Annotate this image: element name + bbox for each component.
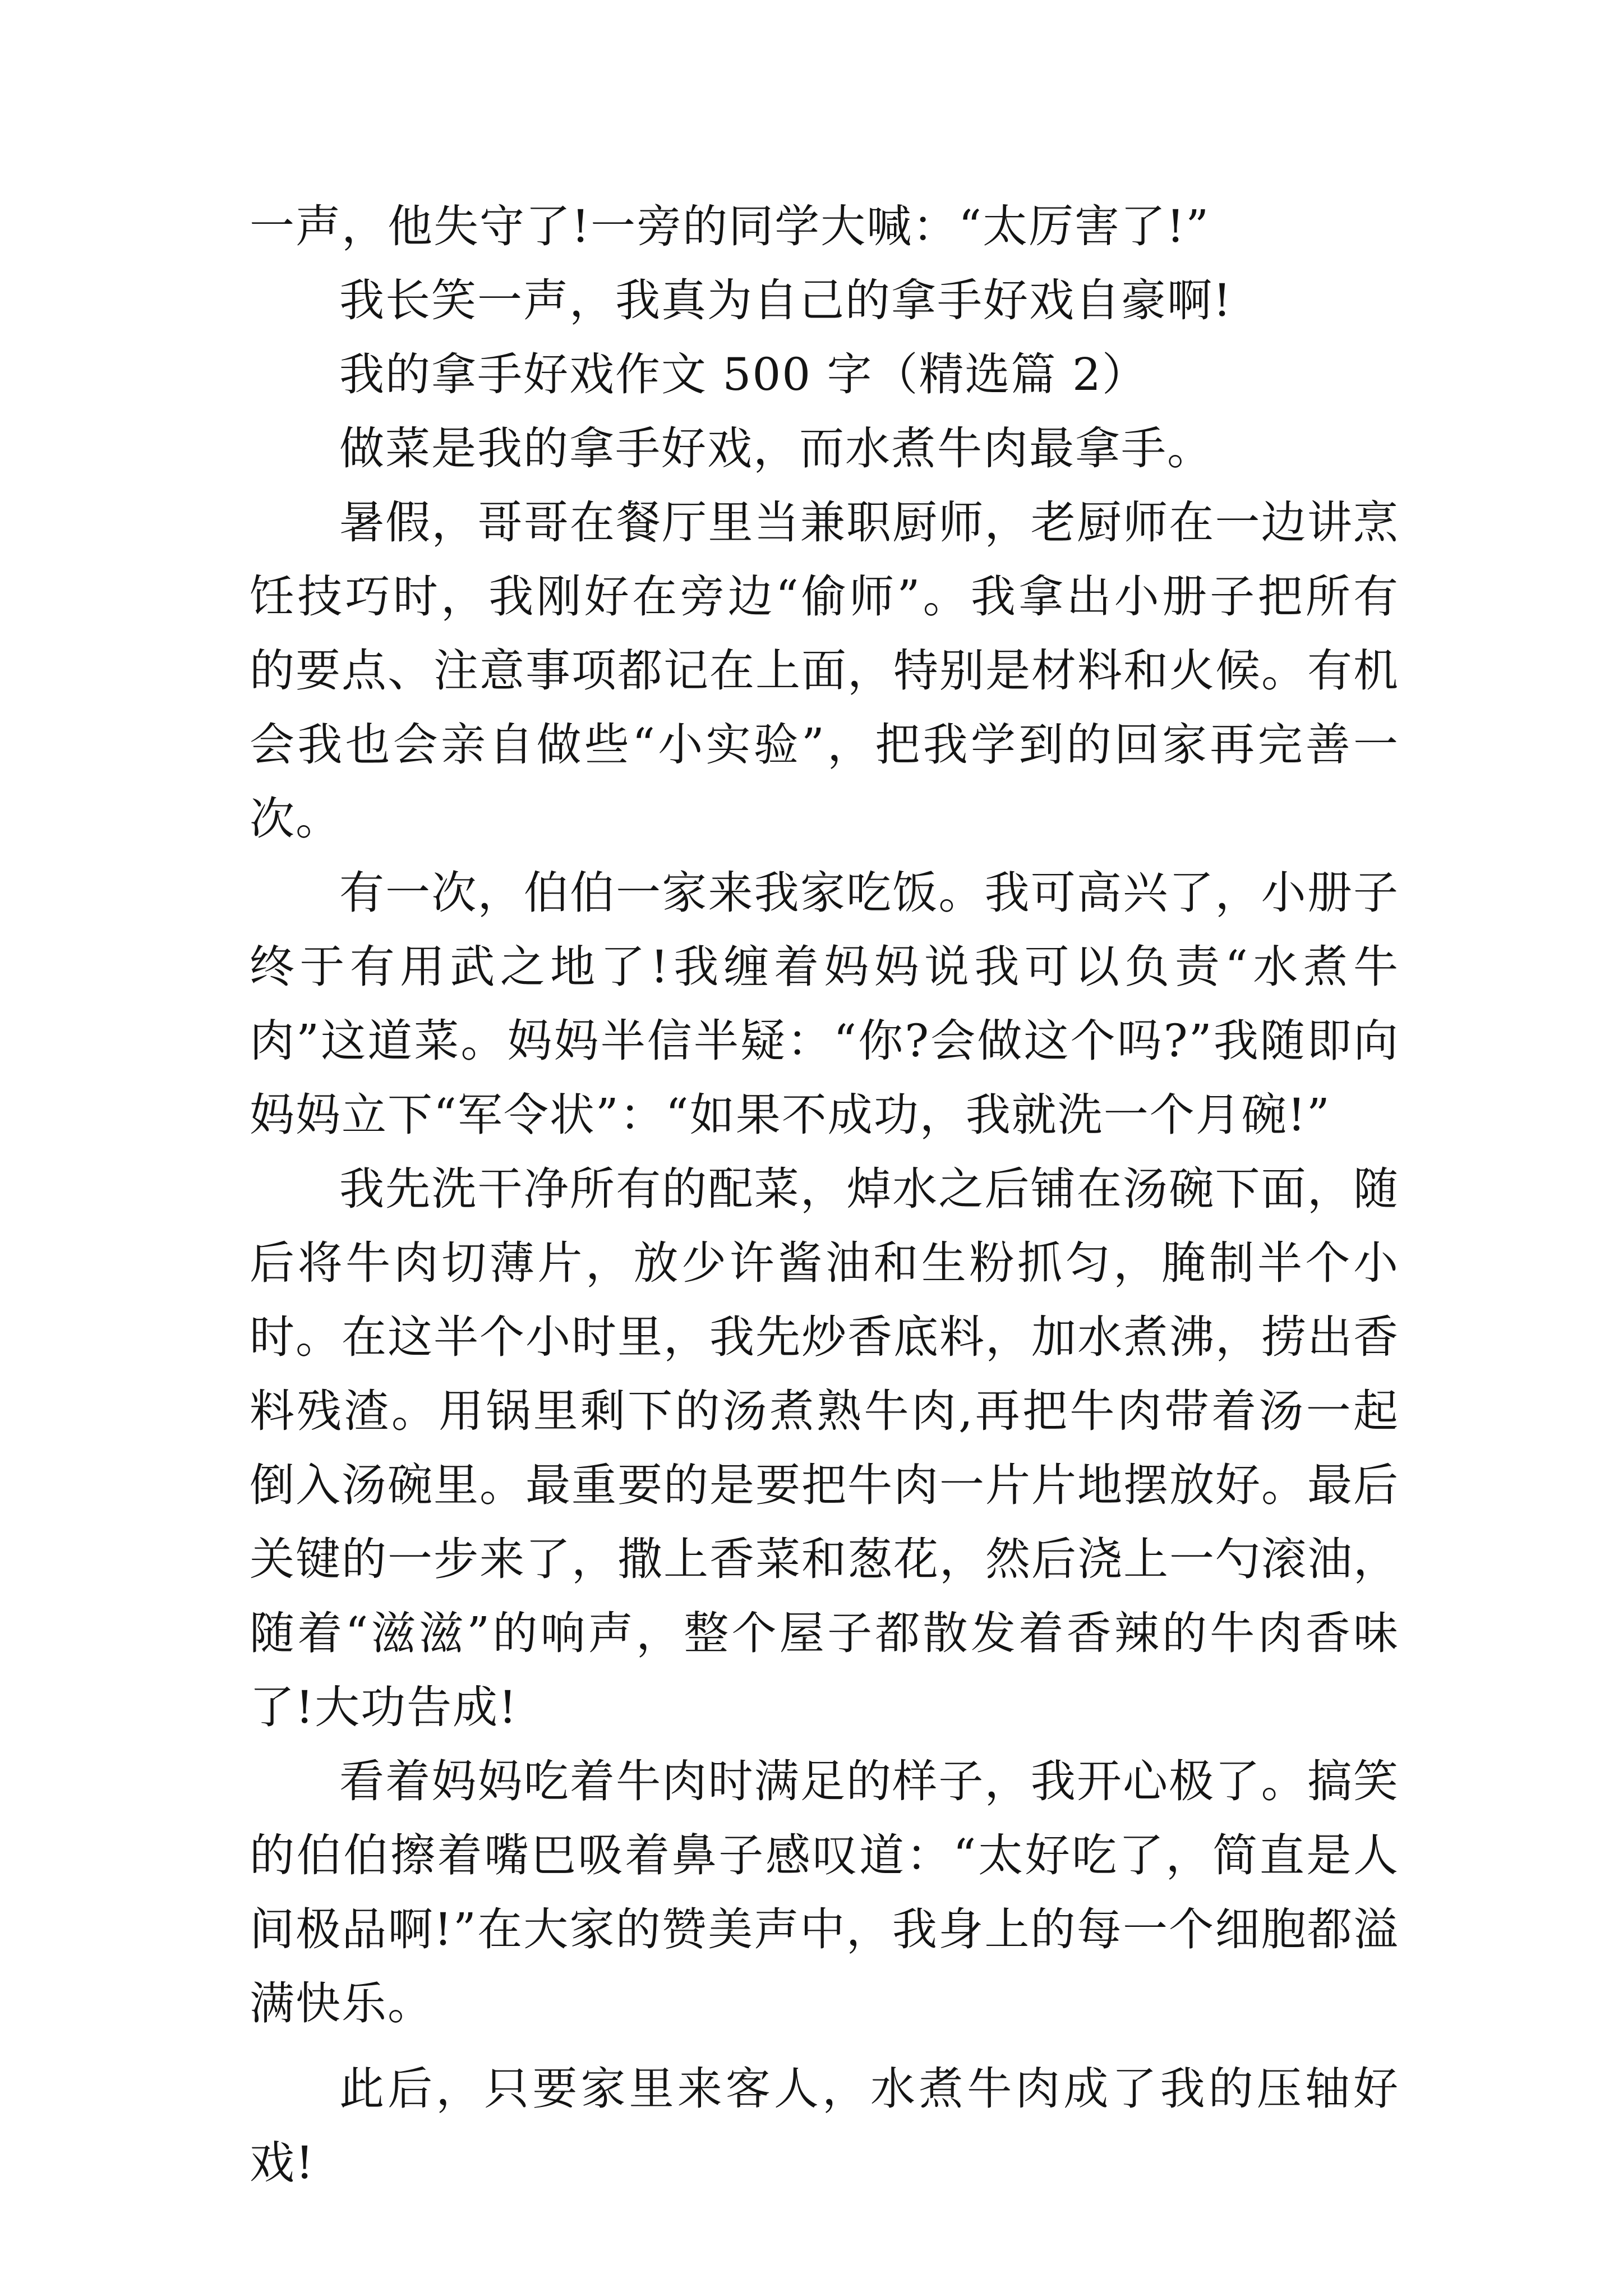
paragraph: 我长笑一声，我真为自己的拿手好戏自豪啊! — [339, 274, 1233, 326]
paragraph: 我先洗干净所有的配菜，焯水之后铺在汤碗下面，随后将牛肉切薄片，放少许酱油和生粉抓匀，腌制半个小时。在这半个小时里，我先炒香底料，加水煮沸，捞出香料残渣。用锅里剩下的汤煮熟牛肉,再把牛肉带着汤一起倒入汤碗里。最重要的是要把牛肉一片片地摆放好。最后关键的一步来了，撒上香菜和葱花，然后浇上一勺滚油，随着“滋滋”的响声，整个屋子都散发着香辣的牛肉香味了!大功告成! — [250, 1163, 1399, 1733]
paragraph: 此后，只要家里来客人，水煮牛肉成了我的压轴好戏! — [250, 2063, 1399, 2189]
section-heading: 我的拿手好戏作文 500 字（精选篇 2） — [339, 348, 1148, 401]
paragraph: 做菜是我的拿手好戏，而水煮牛肉最拿手。 — [339, 422, 1213, 475]
paragraph: 暑假，哥哥在餐厅里当兼职厨师，老厨师在一边讲烹饪技巧时，我刚好在旁边“偷师”。我拿出小册子把所有的要点、注意事项都记在上面，特别是材料和火候。有机会我也会亲自做些“小实验”，把我学到的回家再完善一次。 — [250, 496, 1399, 845]
essay-body — [250, 190, 1399, 2200]
paragraph-continuation: 一声，他失守了!一旁的同学大喊：“太厉害了!” — [250, 200, 1210, 252]
paragraph: 有一次，伯伯一家来我家吃饭。我可高兴了，小册子终于有用武之地了!我缠着妈妈说我可以负责“水煮牛肉”这道菜。妈妈半信半疑：“你?会做这个吗?”我随即向妈妈立下“军令状”：“如果不成功，我就洗一个月碗!” — [250, 867, 1399, 1141]
paragraph: 看着妈妈吃着牛肉时满足的样子，我开心极了。搞笑的伯伯擦着嘴巴吸着鼻子感叹道：“太好吃了，简直是人间极品啊!”在大家的赞美声中，我身上的每一个细胞都溢满快乐。 — [250, 1755, 1399, 2030]
